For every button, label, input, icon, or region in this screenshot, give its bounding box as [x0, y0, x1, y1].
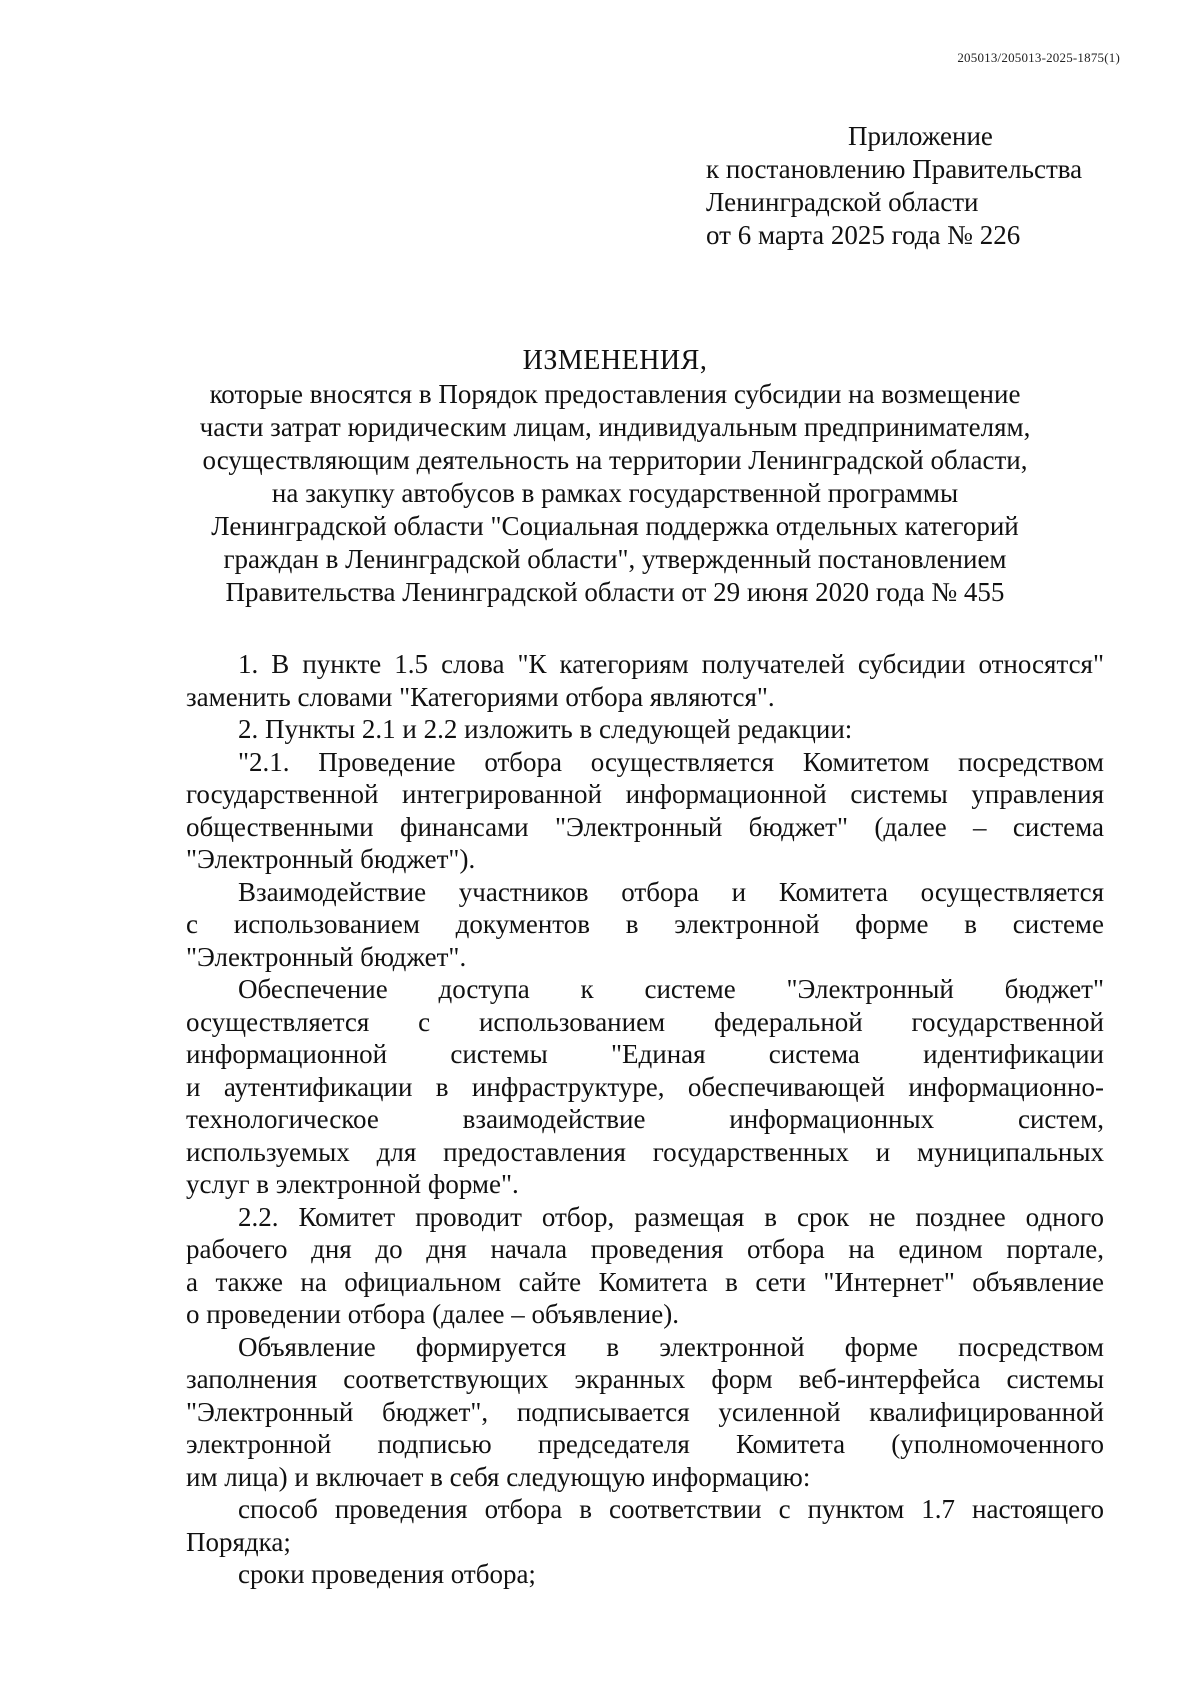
paragraph-line: рабочего дня до дня начала проведения отбора на едином портале,: [186, 1234, 1104, 1264]
paragraph-section-2-2: [186, 1201, 1104, 1331]
appendix-line: Приложение: [848, 121, 993, 151]
document-id: 205013/205013-2025-1875(1): [957, 50, 1120, 65]
paragraph-item-1: [186, 648, 1104, 713]
paragraph-line: заполнения соответствующих экранных форм веб-интерфейса системы: [186, 1364, 1104, 1394]
document-title: [150, 344, 1080, 609]
appendix-line: от 6 марта 2025 года № 226: [706, 220, 1021, 250]
paragraph-line: 2.2. Комитет проводит отбор, размещая в срок не позднее одного: [238, 1201, 1104, 1232]
paragraph-selection-dates: [186, 1558, 1104, 1591]
appendix-line: Ленинградской области: [706, 187, 979, 217]
paragraph-line: о проведении отбора (далее – объявление).: [186, 1299, 679, 1329]
title-line: части затрат юридическим лицам, индивидуальным предпринимателям,: [199, 412, 1031, 442]
title-line: которые вносятся в Порядок предоставления субсидии на возмещение: [209, 379, 1021, 409]
paragraph-line: с использованием документов в электронной форме в системе: [186, 909, 1104, 939]
paragraph-line: Взаимодействие участников отбора и Комитета осуществляется: [238, 876, 1104, 907]
title-line: осуществляющим деятельность на территории Ленинградской области,: [202, 445, 1028, 475]
paragraph-line: 2. Пункты 2.1 и 2.2 изложить в следующей редакции:: [238, 714, 853, 744]
paragraph-line: технологическое взаимодействие информационных систем,: [186, 1104, 1104, 1134]
paragraph-line: сроки проведения отбора;: [238, 1559, 536, 1589]
paragraph-line: и аутентификации в инфраструктуре, обеспечивающей информационно-: [186, 1071, 1104, 1102]
paragraph-line: осуществляется с использованием федеральной государственной: [186, 1006, 1104, 1037]
paragraph-line: используемых для предоставления государственных и муниципальных: [186, 1136, 1104, 1167]
paragraph-line: способ проведения отбора в соответствии с пунктом 1.7 настоящего: [238, 1494, 1104, 1524]
paragraph-line: информационной системы "Единая система идентификации: [186, 1039, 1104, 1069]
paragraph-announcement: [186, 1331, 1104, 1494]
paragraph-line: электронной подписью председателя Комитета (уполномоченного: [186, 1429, 1104, 1459]
title-line: граждан в Ленинградской области", утвержденный постановлением: [223, 544, 1007, 574]
paragraph-line: "Электронный бюджет".: [186, 941, 467, 972]
paragraph-interaction: [186, 876, 1104, 974]
paragraph-line: Объявление формируется в электронной форме посредством: [238, 1331, 1104, 1362]
title-line: Ленинградской области "Социальная поддержка отдельных категорий: [211, 511, 1019, 541]
paragraph-line: Обеспечение доступа к системе "Электронный бюджет": [238, 974, 1104, 1004]
document-body: [186, 648, 1104, 1591]
paragraph-line: им лица) и включает в себя следующую информацию:: [186, 1461, 811, 1492]
paragraph-section-2-1: [186, 746, 1104, 876]
paragraph-selection-method: [186, 1493, 1104, 1558]
paragraph-access: [186, 973, 1104, 1201]
paragraph-line: "Электронный бюджет", подписывается усиленной квалифицированной: [186, 1396, 1104, 1427]
title-line: на закупку автобусов в рамках государственной программы: [271, 478, 959, 508]
appendix-block: [706, 120, 1082, 252]
title-line: Правительства Ленинградской области от 29 июня 2020 года № 455: [225, 577, 1005, 607]
paragraph-line: "2.1. Проведение отбора осуществляется Комитетом посредством: [238, 746, 1104, 777]
paragraph-line: "Электронный бюджет").: [186, 844, 476, 874]
paragraph-line: государственной интегрированной информационной системы управления: [186, 779, 1104, 809]
paragraph-line: услуг в электронной форме".: [186, 1169, 519, 1199]
paragraph-line: 1. В пункте 1.5 слова "К категориям получателей субсидии относятся": [238, 649, 1104, 679]
appendix-line: к постановлению Правительства: [706, 154, 1083, 184]
paragraph-line: заменить словами "Категориями отбора являются".: [186, 681, 775, 712]
paragraph-line: Порядка;: [186, 1526, 291, 1557]
paragraph-line: а также на официальном сайте Комитета в сети "Интернет" объявление: [186, 1266, 1104, 1297]
title-heading: ИЗМЕНЕНИЯ,: [522, 345, 708, 376]
paragraph-line: общественными финансами "Электронный бюджет" (далее – система: [186, 811, 1104, 842]
paragraph-item-2: [186, 713, 1104, 746]
